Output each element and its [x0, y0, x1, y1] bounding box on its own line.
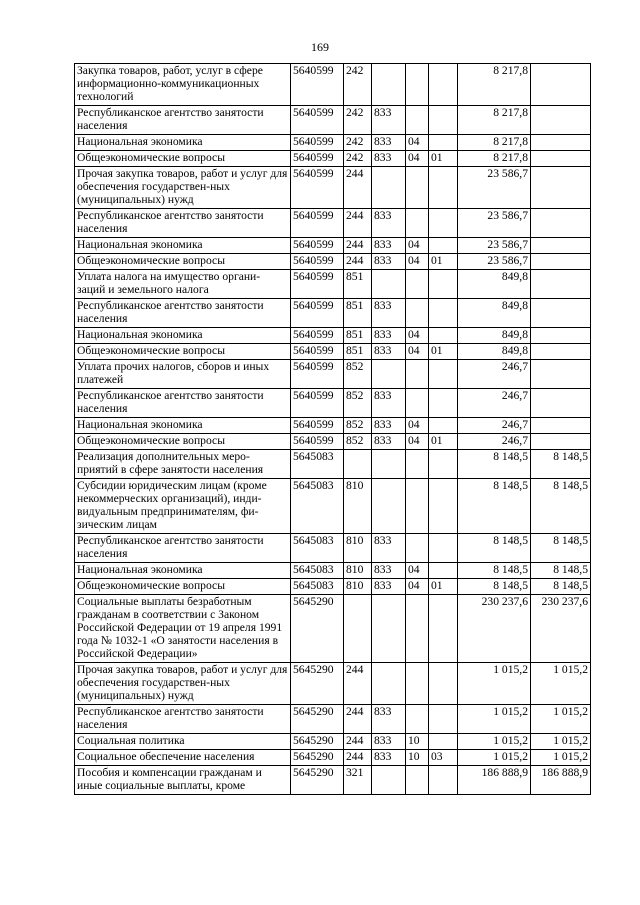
item-name-cell: Социальное обеспечение населения	[75, 750, 291, 766]
department-code-cell	[372, 360, 406, 389]
amount-cell: 8 148,5	[458, 534, 531, 563]
subsection-cell	[429, 328, 458, 344]
department-code-cell: 833	[372, 135, 406, 151]
expense-type-cell: 244	[344, 209, 372, 238]
target-article-cell: 5640599	[291, 151, 344, 167]
department-code-cell	[372, 64, 406, 106]
target-article-cell: 5640599	[291, 64, 344, 106]
subsection-cell	[429, 418, 458, 434]
table-row	[75, 434, 591, 450]
section-cell	[406, 360, 429, 389]
target-article-cell: 5645290	[291, 595, 344, 663]
item-name-cell: Республиканское агентство занятости населения	[75, 209, 291, 238]
amount-second-cell	[531, 209, 591, 238]
target-article-cell: 5640599	[291, 238, 344, 254]
amount-cell: 1 015,2	[458, 705, 531, 734]
department-code-cell	[372, 766, 406, 795]
target-article-cell: 5640599	[291, 328, 344, 344]
expense-type-cell: 321	[344, 766, 372, 795]
department-code-cell: 833	[372, 705, 406, 734]
subsection-cell: 01	[429, 254, 458, 270]
expense-type-cell: 810	[344, 563, 372, 579]
expense-type-cell: 852	[344, 389, 372, 418]
expense-type-cell: 810	[344, 579, 372, 595]
table-row	[75, 238, 591, 254]
target-article-cell: 5640599	[291, 254, 344, 270]
target-article-cell: 5640599	[291, 418, 344, 434]
amount-cell: 8 148,5	[458, 563, 531, 579]
amount-cell: 8 217,8	[458, 64, 531, 106]
section-cell	[406, 479, 429, 534]
item-name-cell: Республиканское агентство занятости населения	[75, 389, 291, 418]
amount-cell: 1 015,2	[458, 734, 531, 750]
department-code-cell: 833	[372, 734, 406, 750]
subsection-cell	[429, 209, 458, 238]
expense-type-cell: 851	[344, 344, 372, 360]
amount-second-cell	[531, 360, 591, 389]
table-row	[75, 270, 591, 299]
department-code-cell: 833	[372, 534, 406, 563]
amount-second-cell: 1 015,2	[531, 750, 591, 766]
target-article-cell: 5640599	[291, 360, 344, 389]
amount-second-cell	[531, 238, 591, 254]
target-article-cell: 5645083	[291, 450, 344, 479]
amount-second-cell	[531, 434, 591, 450]
target-article-cell: 5640599	[291, 135, 344, 151]
subsection-cell	[429, 595, 458, 663]
item-name-cell: Уплата налога на имущество органи-заций и земельного налога	[75, 270, 291, 299]
section-cell: 10	[406, 734, 429, 750]
amount-cell: 8 217,8	[458, 106, 531, 135]
section-cell	[406, 106, 429, 135]
section-cell	[406, 766, 429, 795]
expense-type-cell: 244	[344, 750, 372, 766]
section-cell	[406, 705, 429, 734]
subsection-cell	[429, 135, 458, 151]
target-article-cell: 5645083	[291, 563, 344, 579]
subsection-cell	[429, 389, 458, 418]
subsection-cell	[429, 479, 458, 534]
subsection-cell: 01	[429, 151, 458, 167]
amount-cell: 246,7	[458, 418, 531, 434]
amount-second-cell	[531, 167, 591, 209]
department-code-cell: 833	[372, 579, 406, 595]
item-name-cell: Пособия и компенсации гражданам и иные социальные выплаты, кроме	[75, 766, 291, 795]
expense-type-cell: 852	[344, 418, 372, 434]
department-code-cell: 833	[372, 151, 406, 167]
department-code-cell: 833	[372, 434, 406, 450]
table-row	[75, 663, 591, 705]
table-body	[75, 64, 591, 795]
section-cell	[406, 209, 429, 238]
department-code-cell: 833	[372, 299, 406, 328]
section-cell	[406, 389, 429, 418]
department-code-cell: 833	[372, 254, 406, 270]
item-name-cell: Социальные выплаты безработным гражданам в соответствии с Законом Российской Федерации от 19 апреля 1991 года № 1032-1 «О занятости населения в Российской Федерации»	[75, 595, 291, 663]
section-cell	[406, 663, 429, 705]
table-row	[75, 151, 591, 167]
amount-second-cell: 1 015,2	[531, 705, 591, 734]
expense-type-cell: 851	[344, 328, 372, 344]
item-name-cell: Закупка товаров, работ, услуг в сфере информационно-коммуникационных технологий	[75, 64, 291, 106]
department-code-cell	[372, 479, 406, 534]
section-cell: 04	[406, 254, 429, 270]
section-cell: 04	[406, 344, 429, 360]
target-article-cell: 5640599	[291, 299, 344, 328]
target-article-cell: 5640599	[291, 106, 344, 135]
amount-second-cell	[531, 389, 591, 418]
subsection-cell	[429, 238, 458, 254]
section-cell	[406, 167, 429, 209]
table-row	[75, 328, 591, 344]
section-cell: 04	[406, 151, 429, 167]
department-code-cell: 833	[372, 328, 406, 344]
item-name-cell: Национальная экономика	[75, 418, 291, 434]
amount-second-cell: 8 148,5	[531, 479, 591, 534]
table-row	[75, 595, 591, 663]
section-cell	[406, 450, 429, 479]
department-code-cell: 833	[372, 418, 406, 434]
section-cell: 04	[406, 135, 429, 151]
target-article-cell: 5645083	[291, 534, 344, 563]
subsection-cell	[429, 64, 458, 106]
amount-second-cell	[531, 328, 591, 344]
amount-second-cell	[531, 344, 591, 360]
subsection-cell	[429, 734, 458, 750]
amount-second-cell: 8 148,5	[531, 534, 591, 563]
subsection-cell: 01	[429, 579, 458, 595]
amount-cell: 23 586,7	[458, 254, 531, 270]
amount-second-cell: 1 015,2	[531, 663, 591, 705]
expense-type-cell: 242	[344, 64, 372, 106]
item-name-cell: Общеэкономические вопросы	[75, 579, 291, 595]
subsection-cell: 01	[429, 434, 458, 450]
item-name-cell: Социальная политика	[75, 734, 291, 750]
target-article-cell: 5640599	[291, 434, 344, 450]
amount-cell: 8 148,5	[458, 579, 531, 595]
target-article-cell: 5645290	[291, 705, 344, 734]
amount-cell: 246,7	[458, 389, 531, 418]
amount-cell: 8 217,8	[458, 135, 531, 151]
subsection-cell	[429, 766, 458, 795]
amount-cell: 1 015,2	[458, 750, 531, 766]
expense-type-cell: 244	[344, 254, 372, 270]
target-article-cell: 5640599	[291, 344, 344, 360]
section-cell: 04	[406, 563, 429, 579]
subsection-cell	[429, 270, 458, 299]
expense-type-cell: 852	[344, 360, 372, 389]
expense-type-cell: 852	[344, 434, 372, 450]
department-code-cell: 833	[372, 209, 406, 238]
amount-second-cell	[531, 299, 591, 328]
subsection-cell	[429, 360, 458, 389]
department-code-cell	[372, 450, 406, 479]
section-cell	[406, 299, 429, 328]
amount-second-cell: 8 148,5	[531, 579, 591, 595]
section-cell: 04	[406, 328, 429, 344]
expense-type-cell: 242	[344, 151, 372, 167]
target-article-cell: 5645083	[291, 579, 344, 595]
item-name-cell: Национальная экономика	[75, 563, 291, 579]
table-row	[75, 766, 591, 795]
section-cell: 10	[406, 750, 429, 766]
amount-second-cell	[531, 270, 591, 299]
subsection-cell	[429, 663, 458, 705]
target-article-cell: 5645290	[291, 663, 344, 705]
target-article-cell: 5645290	[291, 734, 344, 750]
expense-type-cell: 244	[344, 167, 372, 209]
section-cell	[406, 595, 429, 663]
budget-table	[74, 63, 591, 795]
amount-second-cell: 230 237,6	[531, 595, 591, 663]
table-row	[75, 450, 591, 479]
department-code-cell: 833	[372, 238, 406, 254]
subsection-cell: 03	[429, 750, 458, 766]
section-cell: 04	[406, 238, 429, 254]
table-row	[75, 734, 591, 750]
department-code-cell	[372, 167, 406, 209]
table-row	[75, 479, 591, 534]
amount-cell: 246,7	[458, 434, 531, 450]
amount-cell: 23 586,7	[458, 167, 531, 209]
amount-second-cell: 8 148,5	[531, 450, 591, 479]
subsection-cell	[429, 106, 458, 135]
amount-second-cell	[531, 151, 591, 167]
amount-cell: 8 217,8	[458, 151, 531, 167]
expense-type-cell: 244	[344, 705, 372, 734]
item-name-cell: Республиканское агентство занятости населения	[75, 705, 291, 734]
amount-second-cell	[531, 418, 591, 434]
subsection-cell	[429, 705, 458, 734]
amount-cell: 186 888,9	[458, 766, 531, 795]
target-article-cell: 5640599	[291, 389, 344, 418]
section-cell	[406, 270, 429, 299]
department-code-cell	[372, 595, 406, 663]
target-article-cell: 5640599	[291, 270, 344, 299]
item-name-cell: Общеэкономические вопросы	[75, 151, 291, 167]
amount-cell: 1 015,2	[458, 663, 531, 705]
subsection-cell	[429, 450, 458, 479]
subsection-cell	[429, 299, 458, 328]
item-name-cell: Национальная экономика	[75, 328, 291, 344]
subsection-cell: 01	[429, 344, 458, 360]
amount-cell: 849,8	[458, 328, 531, 344]
amount-second-cell: 8 148,5	[531, 563, 591, 579]
item-name-cell: Уплата прочих налогов, сборов и иных платежей	[75, 360, 291, 389]
amount-cell: 23 586,7	[458, 238, 531, 254]
department-code-cell: 833	[372, 563, 406, 579]
item-name-cell: Прочая закупка товаров, работ и услуг для обеспечения государствен-ных (муниципальных) нужд	[75, 663, 291, 705]
section-cell: 04	[406, 418, 429, 434]
table-row	[75, 579, 591, 595]
expense-type-cell: 242	[344, 106, 372, 135]
page-number: 169	[311, 40, 329, 54]
subsection-cell	[429, 534, 458, 563]
amount-second-cell: 1 015,2	[531, 734, 591, 750]
table-row	[75, 64, 591, 106]
target-article-cell: 5645290	[291, 766, 344, 795]
department-code-cell: 833	[372, 750, 406, 766]
expense-type-cell: 851	[344, 299, 372, 328]
subsection-cell	[429, 563, 458, 579]
table-row	[75, 750, 591, 766]
amount-second-cell	[531, 254, 591, 270]
section-cell	[406, 534, 429, 563]
table-row	[75, 135, 591, 151]
expense-type-cell: 244	[344, 734, 372, 750]
amount-cell: 246,7	[458, 360, 531, 389]
table-row	[75, 299, 591, 328]
expense-type-cell: 244	[344, 238, 372, 254]
amount-second-cell	[531, 135, 591, 151]
item-name-cell: Реализация дополнительных меро-приятий в сфере занятости населения	[75, 450, 291, 479]
target-article-cell: 5640599	[291, 167, 344, 209]
expense-type-cell: 810	[344, 534, 372, 563]
expense-type-cell: 242	[344, 135, 372, 151]
amount-cell: 849,8	[458, 270, 531, 299]
department-code-cell: 833	[372, 106, 406, 135]
expense-type-cell: 851	[344, 270, 372, 299]
expense-type-cell: 244	[344, 663, 372, 705]
table-row	[75, 209, 591, 238]
section-cell: 04	[406, 434, 429, 450]
amount-cell: 230 237,6	[458, 595, 531, 663]
subsection-cell	[429, 167, 458, 209]
table-row	[75, 563, 591, 579]
item-name-cell: Национальная экономика	[75, 238, 291, 254]
table-row	[75, 344, 591, 360]
item-name-cell: Общеэкономические вопросы	[75, 434, 291, 450]
table-row	[75, 534, 591, 563]
expense-type-cell	[344, 595, 372, 663]
table-row	[75, 418, 591, 434]
amount-second-cell	[531, 106, 591, 135]
department-code-cell	[372, 663, 406, 705]
department-code-cell: 833	[372, 389, 406, 418]
table-row	[75, 106, 591, 135]
item-name-cell: Республиканское агентство занятости населения	[75, 299, 291, 328]
item-name-cell: Субсидии юридическим лицам (кроме некоммерческих организаций), инди-видуальным предпринимателям, фи-зическим лицам	[75, 479, 291, 534]
section-cell	[406, 64, 429, 106]
target-article-cell: 5645083	[291, 479, 344, 534]
amount-cell: 8 148,5	[458, 450, 531, 479]
item-name-cell: Прочая закупка товаров, работ и услуг для обеспечения государствен-ных (муниципальных) нужд	[75, 167, 291, 209]
amount-cell: 849,8	[458, 299, 531, 328]
amount-cell: 23 586,7	[458, 209, 531, 238]
table-row	[75, 389, 591, 418]
amount-second-cell: 186 888,9	[531, 766, 591, 795]
amount-cell: 8 148,5	[458, 479, 531, 534]
item-name-cell: Общеэкономические вопросы	[75, 344, 291, 360]
table-row	[75, 167, 591, 209]
amount-cell: 849,8	[458, 344, 531, 360]
item-name-cell: Республиканское агентство занятости населения	[75, 106, 291, 135]
expense-type-cell: 810	[344, 479, 372, 534]
item-name-cell: Национальная экономика	[75, 135, 291, 151]
item-name-cell: Общеэкономические вопросы	[75, 254, 291, 270]
table-row	[75, 254, 591, 270]
table-row	[75, 360, 591, 389]
department-code-cell	[372, 270, 406, 299]
target-article-cell: 5640599	[291, 209, 344, 238]
department-code-cell: 833	[372, 344, 406, 360]
amount-second-cell	[531, 64, 591, 106]
section-cell: 04	[406, 579, 429, 595]
target-article-cell: 5645290	[291, 750, 344, 766]
expense-type-cell	[344, 450, 372, 479]
table-row	[75, 705, 591, 734]
item-name-cell: Республиканское агентство занятости населения	[75, 534, 291, 563]
